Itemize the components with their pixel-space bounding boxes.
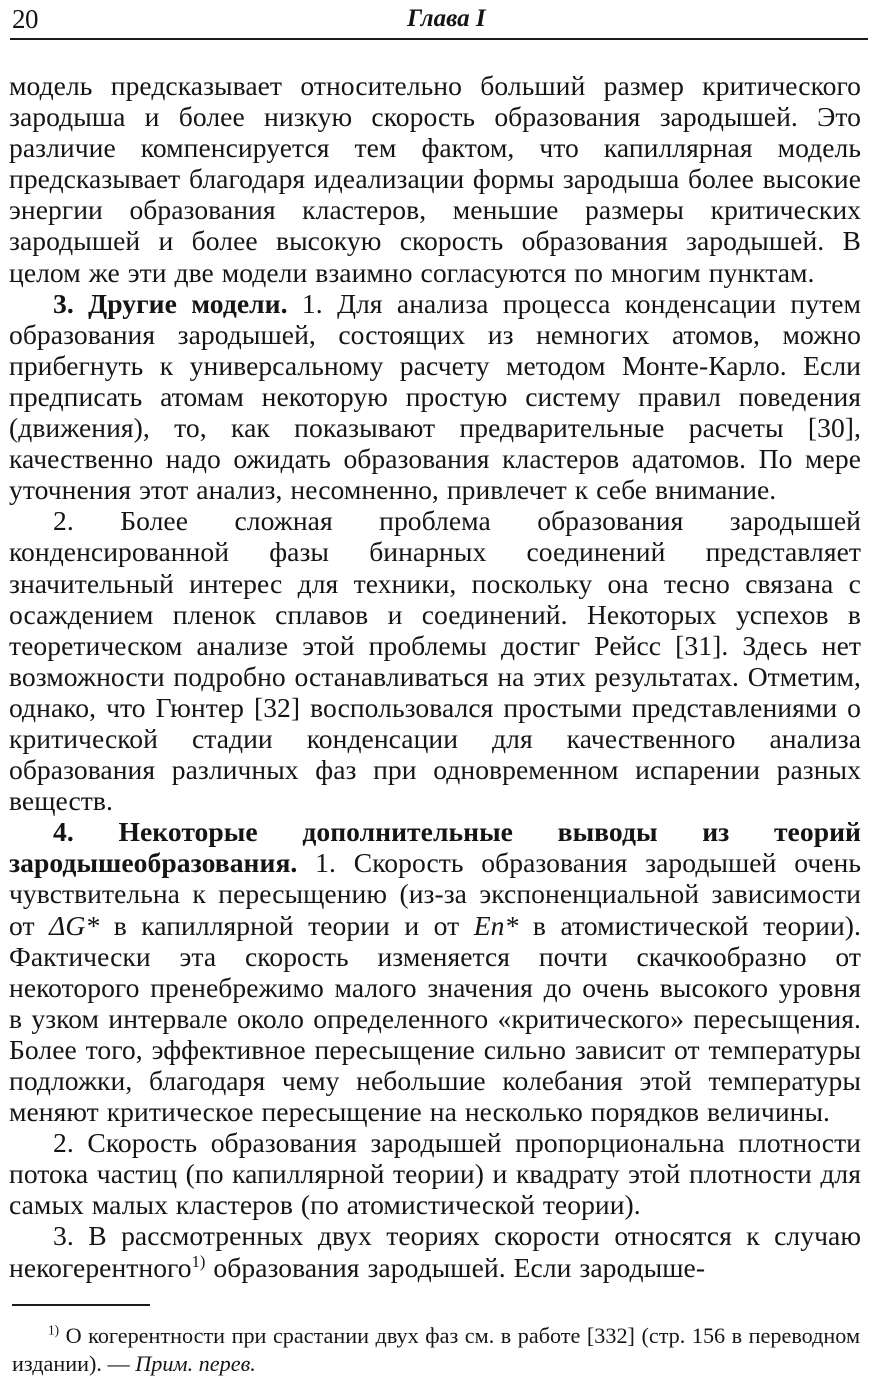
paragraph-additional-conclusions	[9, 816, 861, 1127]
paragraph-flux-density: 2. Скорость образования зародышей пропорциональна плотности потока частиц (по капиллярной теории) и квадрату этой плотности для самых малых кластеров (по атомистической теории).	[9, 1127, 861, 1221]
math-e-n-star: En*	[473, 909, 519, 941]
section-title-additional-conclusions: 4. Некоторые дополнительные выводы из теорий зародышеобразования.	[9, 816, 861, 879]
translator-note: Прим. перев.	[135, 1351, 256, 1376]
paragraph-capillary-comparison: модель предсказывает относительно больший размер критического зародыша и более низкую скорость образования зародышей. Это различие компенсируется тем фактом, что капиллярная модель предсказывает благодаря идеализации формы зародыша более высокие энергии образования кластеров, меньшие размеры критических зародышей и более высокую скорость образования зародышей. В целом же эти две модели взаимно согласуются по многим пунктам.	[9, 70, 861, 288]
paragraph-incoherent-nucleation	[9, 1220, 861, 1282]
footnote-rule	[12, 1304, 150, 1306]
header-rule	[10, 38, 868, 40]
paragraph-other-models-text: 1. Для анализа процесса конденсации путем образования зародышей, состоящих из немногих атомов, можно прибегнуть к универсальному расчету методом Монте-Карло. Если предписать атомам некоторую простую систему правил поведения (движения), то, как показывают предварительные расчеты [30], качественно надо ожидать образования кластеров адатомов. По мере уточнения этот анализ, несомненно, привлечет к себе внимание.	[9, 287, 862, 506]
paragraph-binary-compounds: 2. Более сложная проблема образования зародышей конденсированной фазы бинарных соединений представляет значительный интерес для техники, поскольку она тесно связана с осаждением пленок сплавов и соединений. Некоторых успехов в теоретическом анализе этой проблемы достиг Рейсс [31]. Здесь нет возможности подробно останавливаться на этих результатах. Отметим, однако, что Гюнтер [32] воспользовался простыми представлениями о критической стадии конденсации для качественного анализа образования различных фаз при одновременном испарении разных веществ.	[9, 505, 861, 817]
footnote-text: О когерентности при срастании двух фаз см. в работе [332] (стр. 156 в переводном издании). —	[12, 1323, 860, 1376]
footnote-reference-mark: 1)	[191, 1251, 206, 1271]
footnote-mark: 1)	[48, 1322, 60, 1338]
paragraph-additional-conclusions-text-b: в капиллярной теории и от	[99, 909, 474, 941]
paragraph-additional-conclusions-text-c: в атомистической теории). Фактически эта скорость изменяется почти скачкообразно от некоторого пренебрежимо малого значения до очень высокого уровня в узком интервале около определенного «критического» пересыщения. Более того, эффективное пересыщение сильно зависит от температуры подложки, благодаря чему небольшие колебания этой температуры меняют критическое пересыщение на несколько порядков величины.	[9, 909, 861, 1128]
paragraph-incoherent-nucleation-text-b: образования зародышей. Если зародыше-	[205, 1251, 706, 1283]
paragraph-other-models	[9, 288, 861, 506]
page-number: 20	[12, 4, 38, 34]
paragraph-additional-conclusions-text-a: 1. Скорость образования зародышей очень чувствительна к пересыщению (из-за экспоненциальной зависимости от	[9, 847, 861, 941]
math-delta-g-star: ΔG*	[49, 909, 100, 941]
running-head: Глава I	[407, 5, 486, 32]
body-text	[9, 70, 861, 1283]
page-header	[10, 0, 868, 44]
paragraph-incoherent-nucleation-text-a: 3. В рассмотренных двух теориях скорости относятся к случаю некогерентного	[9, 1220, 861, 1283]
footnote	[12, 1322, 860, 1378]
section-title-other-models: 3. Другие модели.	[53, 287, 288, 319]
